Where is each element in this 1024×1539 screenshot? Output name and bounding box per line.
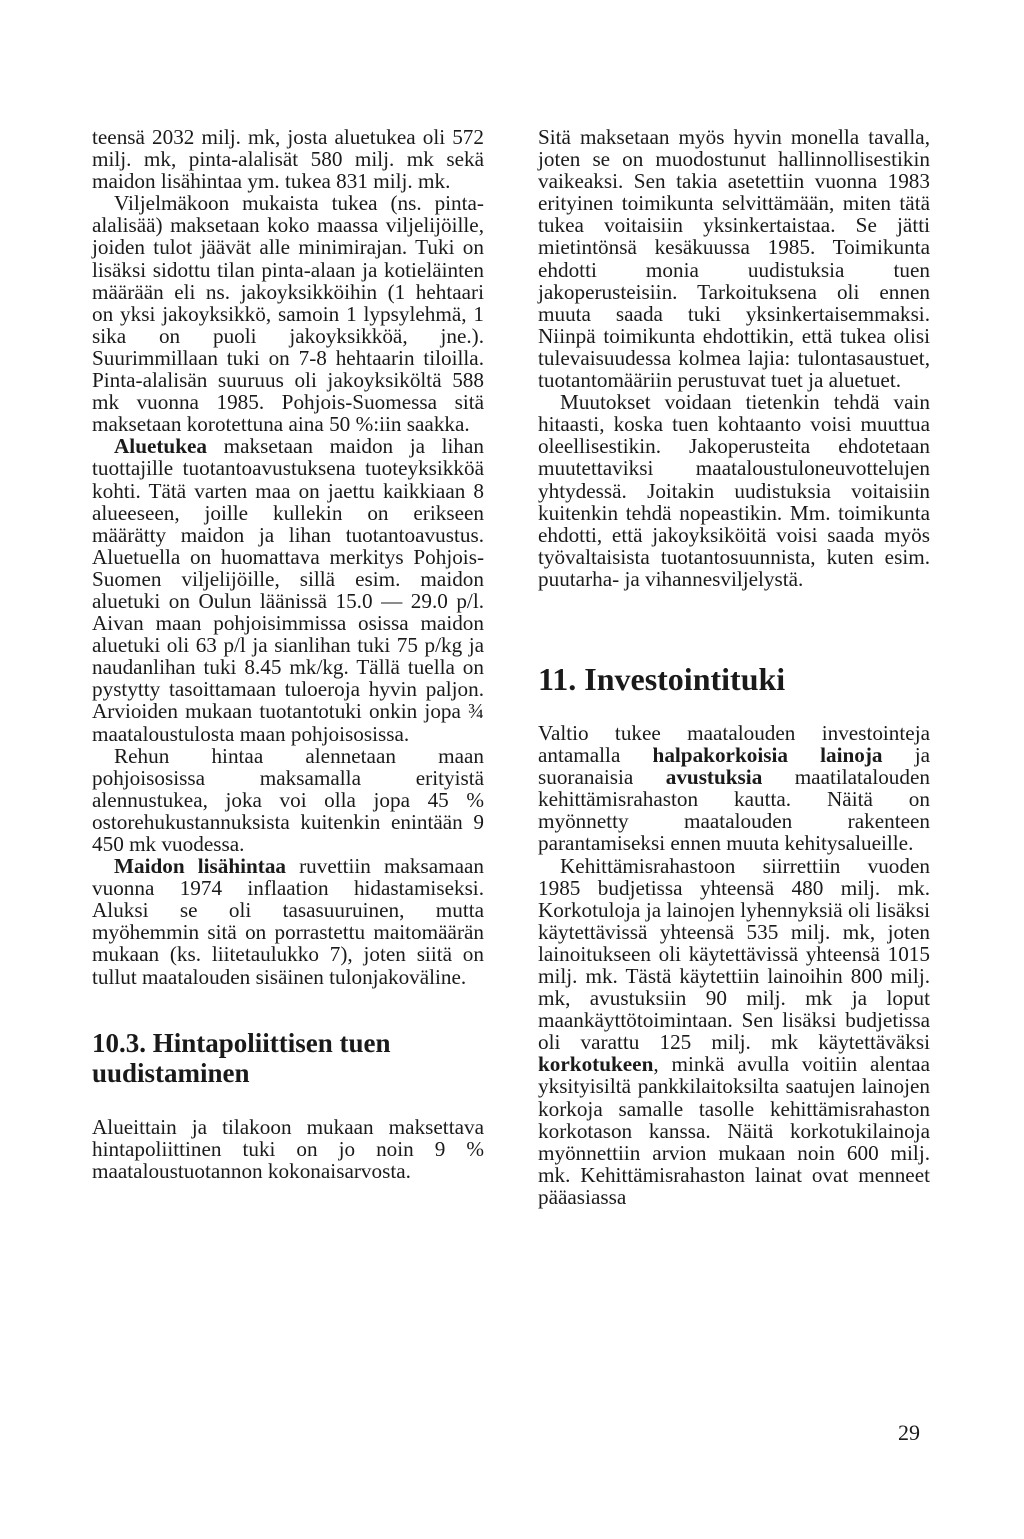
fund-text-a: Kehittämisrahastoon siirrettiin vuoden 1985 budjetissa yhteensä 480 milj. mk. Korkotuloja ja lainojen lyhennyksiä oli lisäksi käytettävissä yhteensä 535 milj. mk, joten lainoitukseen oli käytettävissä yhteensä 1015 milj. mk. Tästä käytettiin lainoihin 800 milj. mk, avustuksiin 90 milj. mk ja loput maankäyttötoimintaan. Sen lisäksi budjetissa oli varattu 125 milj. mk käytettäväksi: [538, 853, 930, 1055]
runin-heading-milk-price-supplement: Maidon lisähintaa: [114, 854, 287, 879]
investment-text-a: Valtio tukee maatalouden investointeja antamalla: [538, 720, 930, 768]
term-grants: avustuksia: [665, 765, 763, 790]
section-heading-11: 11. Investointituki: [538, 660, 786, 697]
runin-heading-regional-support: Aluetukea: [114, 434, 207, 459]
paragraph-feed-discount: Rehun hintaa alennetaan maan pohjoisosissa maksamalla erityistä alennustukea, joka voi olla jopa 45 % ostorehukustannuksista kuitenkin enintään 9 450 mk vuodessa.: [92, 743, 484, 856]
investment-text-e: maatilatalouden kehittämisrahaston kautta. Näitä on myönnetty maatalouden rakenteen parantamiseksi ennen muuta kehitysalueille.: [538, 765, 930, 856]
term-low-interest-loans: halpakorkoisia lainoja: [652, 743, 883, 768]
page-number: 29: [898, 1420, 920, 1445]
left-column: [92, 126, 484, 1182]
paragraph-investment-support: [538, 722, 930, 855]
milk-price-supplement-text: ruvettiin maksamaan vuonna 1974 inflaation hidastamiseksi. Aluksi se oli tasasuuruinen, mutta myöhemmin sitä on porrastettu maitomäärän mukaan (ks. liitetaulukko 7), joten siitä on tullut maatalouden sisäinen tulonjakoväline.: [92, 854, 484, 989]
regional-support-text: maksetaan maidon ja lihan tuottajille tuotantoavustuksena tuoteyksikköä kohti. Tätä varten maa on jaettu kaikkiaan 8 alueeseen, joille kullekin on erikseen määrätty maidon ja lihan tuotantoavustus. Aluetuella on huomattava merkitys Pohjois-Suomen viljelijöille, sillä esim. maidon aluetuki on Oulun läänissä 15.0 — 29.0 p/l. Aivan maan pohjoisimmissa osissa maidon aluetuki oli 63 p/l ja sianlihan tuki 75 p/kg ja naudanlihan tuki 8.45 mk/kg. Tällä tuella on pystytty tasoittamaan tuloeroja hyvin paljon. Arvioiden mukaan tuotantotuki onkin jopa ¾ maataloustulosta maan pohjoisosissa.: [92, 434, 484, 746]
paragraph-changes: Muutokset voidaan tietenkin tehdä vain hitaasti, koska tuen kohtaanto voisi muuttua oleellisestikin. Jakoperusteita ehdotetaan muutettaviksi maataloustuloneuvottelujen yhtydessä. Joitakin uudistuksia voitaisiin kuitenkin tehdä nopeastikin. Mm. toimikunta ehdotti, että jakoyksiköitä voisi saada myös työvaltaisista tuotantosuunnista, kuten esim. puutarha- ja vihannesviljelystä.: [538, 390, 930, 591]
paragraph-development-fund: [538, 855, 930, 1209]
paragraph-reform-committee: Sitä maksetaan myös hyvin monella tavalla, joten se on muodostunut hallinnollisestikin vaikeaksi. Sen takia asetettiin vuonna 1983 erityinen toimikunta selvittämään, miten tätä tukea voitaisiin yksinkertaistaa. Se jätti mietintönsä kesäkuussa 1985. Toimikunta ehdotti monia uudistuksia tuen jakoperusteisiin. Tarkoituksena oli ennen muuta saada tuki yksinkertaisemmaksi. Niinpä toimikunta ehdottikin, että tukea olisi tulevaisuudessa kolmea lajia: tulontasaustuet, tuotantomääriin perustuvat tuet ja aluetuet.: [538, 125, 930, 393]
paragraph-regional-support: [92, 435, 484, 744]
paragraph-farm-size-support: Viljelmäkoon mukaista tukea (ns. pinta-alalisää) maksetaan koko maassa viljelijöille, joiden tulot jäävät alle minimirajan. Tuki on lisäksi sidottu tilan pinta-alaan ja kotieläinten määrään eli ns. jakoyksikköihin (1 hehtaari on yksi jakoyksikkö, samoin 1 lypsylehmä, 1 sika on puoli jakoyksikköä, jne.). Suurimmillaan tuki on 7-8 hehtaarin tiloilla. Pinta-alalisän suuruus oli jakoyksiköltä 588 mk vuonna 1985. Pohjois-Suomessa sitä maksetaan korotettuna aina 50 %:iin saakka.: [92, 191, 484, 437]
term-interest-subsidy: korkotukeen: [538, 1052, 654, 1077]
paragraph-price-policy-support: Alueittain ja tilakoon mukaan maksettava hintapoliittinen tuki on jo noin 9 % maataloustuotannon kokonaisarvosta.: [92, 1114, 484, 1183]
paragraph-milk-price-supplement: [92, 855, 484, 988]
paragraph-budget-totals: teensä 2032 milj. mk, josta aluetukea oli 572 milj. mk, pinta-alalisät 580 milj. mk sekä maidon lisähintaa ym. tukea 831 milj. mk.: [92, 125, 484, 194]
fund-text-c: , minkä avulla voitiin alentaa yksityisiltä pankkilaitoksilta saatujen lainojen korkoja samalle tasolle kehittämisrahaston korkotason kanssa. Näitä korkotukilainoja myönnettiin arvion mukaan noin 600 milj. mk. Kehittämisrahaston lainat ovat menneet pääasiassa: [538, 1052, 930, 1209]
section-heading-10-3: 10.3. Hintapoliittisen tuen uudistaminen: [92, 1027, 391, 1088]
investment-text-c: ja suoranaisia: [538, 743, 930, 790]
right-column: [538, 126, 930, 1208]
